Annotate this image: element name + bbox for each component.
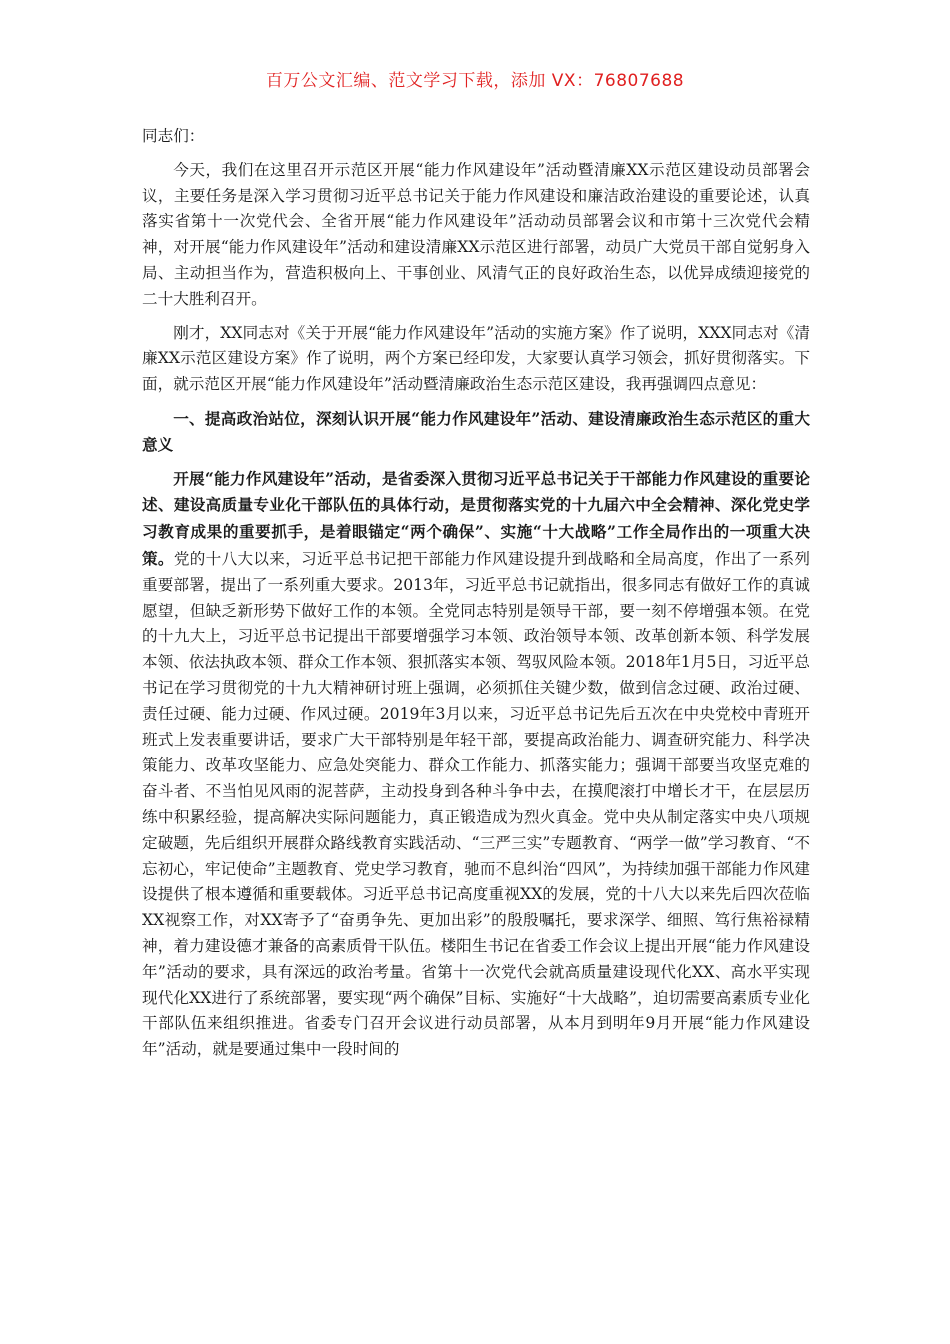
paragraph-continuation: 党的十八大以来，习近平总书记把干部能力作风建设提升到战略和全局高度，作出了一系列重要部署，提出了一系列重大要求。2013年，习近平总书记就指出，很多同志有做好工作的真诚愿望，但缺乏新形势下做好工作的本领。全党同志特别是领导干部，要一刻不停增强本领。在党的十九大上，习近平总书记提出干部要增强学习本领、政治领导本领、改革创新本领、科学发展本领、依法执政本领、群众工作本领、狠抓落实本领、驾驭风险本领。2018年1月5日，习近平总书记在学习贯彻党的十九大精神研讨班上强调，必须抓住关键少数，做到信念过硬、政治过硬、责任过硬、能力过硬、作风过硬。2019年3月以来，习近平总书记先后五次在中央党校中青班开班式上发表重要讲话，要求广大干部特别是年轻干部，要提高政治能力、调查研究能力、科学决策能力、改革攻坚能力、应急处突能力、群众工作能力、抓落实能力；强调干部要当攻坚克难的奋斗者、不当怕见风雨的泥菩萨，主动投身到各种斗争中去，在摸爬滚打中增长才干，在层层历练中积累经验，提高解决实际问题能力，真正锻造成为烈火真金。党中央从制定落实中央八项规定破题，先后组织开展群众路线教育实践活动、“三严三实”专题教育、“两学一做”学习教育、“不忘初心，牢记使命”主题教育、党史学习教育，驰而不息纠治“四风”，为持续加强干部能力作风建设提供了根本遵循和重要载体。习近平总书记高度重视XX的发展，党的十八大以来先后四次莅临XX视察工作，对XX寄予了“奋勇争先、更加出彩”的殷殷嘱托，要求深学、细照、笃行焦裕禄精神，着力建设德才兼备的高素质骨干队伍。楼阳生书记在省委工作会议上提出开展“能力作风建设年”活动的要求，具有深远的政治考量。省第十一次党代会就高质量建设现代化XX、高水平实现现代化XX进行了系统部署，要实现“两个确保”目标、实施好“十大战略”，迫切需要高素质专业化干部队伍来组织推进。省委专门召开会议进行动员部署，从本月到明年9月开展“能力作风建设年”活动，就是要通过集中一段时间的 [142, 549, 810, 1059]
opening-paragraph: 今天，我们在这里召开示范区开展“能力作风建设年”活动暨清廉XX示范区建设动员部署会议，主要任务是深入学习贯彻习近平总书记关于能力作风建设和廉洁政治建设的重要论述，认真落实省第十一次党代会、全省开展“能力作风建设年”活动动员部署会议和市第十三次党代会精神，对开展“能力作风建设年”活动和建设清廉XX示范区进行部署，动员广大党员干部自觉躬身入局、主动担当作为，营造积极向上、干事创业、风清气正的良好政治生态，以优异成绩迎接党的二十大胜利召开。 [142, 160, 810, 308]
section-heading-1: 一、提高政治站位，深刻认识开展“能力作风建设年”活动、建设清廉政治生态示范区的重大意义 [142, 408, 810, 454]
body-paragraph [142, 466, 810, 1063]
key-statement: 开展“能力作风建设年”活动，是省委深入贯彻习近平总书记关于干部能力作风建设的重要论述、建设高质量专业化干部队伍的具体行动，是贯彻落实党的十九届六中全会精神、深化党史学习教育成果的重要抓手，是着眼锚定“两个确保”、实施“十大战略”工作全局作出的一项重大决策。 [142, 468, 810, 568]
intro-paragraph: 刚才，XX同志对《关于开展“能力作风建设年”活动的实施方案》作了说明，XXX同志对《清廉XX示范区建设方案》作了说明，两个方案已经印发，大家要认真学习领会，抓好贯彻落实。下面，就示范区开展“能力作风建设年”活动暨清廉政治生态示范区建设，我再强调四点意见： [142, 323, 810, 394]
document-body [142, 124, 810, 1063]
download-banner: 百万公文汇编、范文学习下载，添加 VX：76807688 [265, 71, 685, 91]
salutation: 同志们： [142, 127, 205, 145]
